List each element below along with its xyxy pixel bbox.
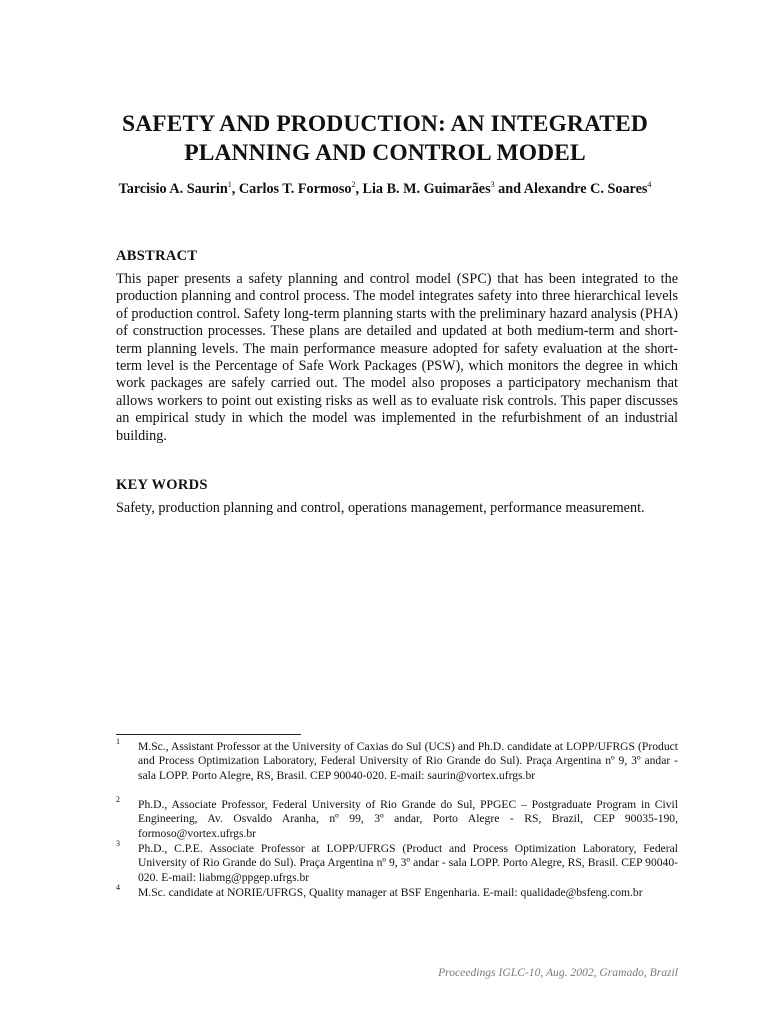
footnote-text: Ph.D., Associate Professor, Federal University of Rio Grande do Sul, PPGEC – Postgraduate Program in Civil Engineering, Av. Osvaldo Aranha, nº 99, 3º andar, Porto Alegre - RS, Brazil, CEP 90035-190, formoso@vortex.ufrgs.br — [138, 798, 678, 840]
title-line-2: PLANNING AND CONTROL MODEL — [184, 140, 586, 166]
author-footnote-mark: 3 — [490, 180, 495, 189]
paper-title — [100, 110, 670, 168]
title-line-1: SAFETY AND PRODUCTION: AN INTEGRATED — [122, 111, 648, 137]
footnote — [116, 737, 678, 783]
footnote-text: M.Sc., Assistant Professor at the University of Caxias do Sul (UCS) and Ph.D. candidate at LOPP/UFRGS (Product and Process Optimization Laboratory, Federal University of Rio Grande do Sul). Praça Argentina nº 9, 3º andar - sala LOPP. Porto Alegre, RS, Brasil. CEP 90040-020. E-mail: saurin@vortex.ufrgs.br — [138, 740, 678, 782]
author-separator: , — [231, 181, 239, 197]
abstract-text: This paper presents a safety planning and control model (SPC) that has been integrated to the production planning and control process. The model integrates safety into three hierarchical levels of production control. Safety long-term planning starts with the preliminary hazard analysis (PHA) of construction processes. These plans are detailed and updated at both medium-term and short-term planning levels. The main performance measure adopted for safety evaluation at the short-term level is the Percentage of Safe Work Packages (PSW), which monitors the degree in which work packages are safely carried out. The model also proposes a participatory mechanism that allows workers to point out existing risks as well as to evaluate risk controls. This paper discusses an empirical study in which the model was implemented in the refurbishment of an industrial building. — [116, 271, 678, 444]
author-name: Lia B. M. Guimarães — [362, 181, 491, 197]
author-name: Carlos T. Formoso — [238, 181, 352, 197]
author-footnote-mark: 1 — [227, 180, 232, 189]
author-list — [112, 180, 658, 199]
footnote-number: 2 — [116, 795, 120, 804]
author-separator: , — [355, 181, 363, 197]
footnote-text: M.Sc. candidate at NORIE/UFRGS, Quality manager at BSF Engenharia. E-mail: qualidade@bsfeng.com.br — [138, 886, 643, 899]
footnote — [116, 795, 678, 841]
keywords-heading: KEY WORDS — [116, 477, 208, 493]
footnote-number: 3 — [116, 839, 120, 848]
footnote-number: 4 — [116, 883, 120, 892]
proceedings-footer: Proceedings IGLC-10, Aug. 2002, Gramado, Brazil — [438, 966, 678, 979]
author-footnote-mark: 2 — [351, 180, 356, 189]
author-name: Tarcisio A. Saurin — [118, 181, 228, 197]
abstract-heading: ABSTRACT — [116, 248, 198, 264]
author-footnote-mark: 4 — [647, 180, 652, 189]
footnote — [116, 883, 678, 900]
footnote — [116, 839, 678, 885]
author-separator: and — [494, 181, 524, 197]
footnote-text: Ph.D., C.P.E. Associate Professor at LOPP/UFRGS (Product and Process Optimization Laboratory, Federal University of Rio Grande do Sul). Praça Argentina nº 9, 3º andar - sala LOPP. Porto Alegre, RS, Brasil. CEP 90040-020. E-mail: liabmg@ppgep.ufrgs.br — [138, 842, 678, 884]
keywords-text: Safety, production planning and control, operations management, performance measurement. — [116, 500, 645, 516]
author-name: Alexandre C. Soares — [523, 181, 648, 197]
footnote-number: 1 — [116, 737, 120, 746]
footnote-divider — [116, 734, 301, 735]
